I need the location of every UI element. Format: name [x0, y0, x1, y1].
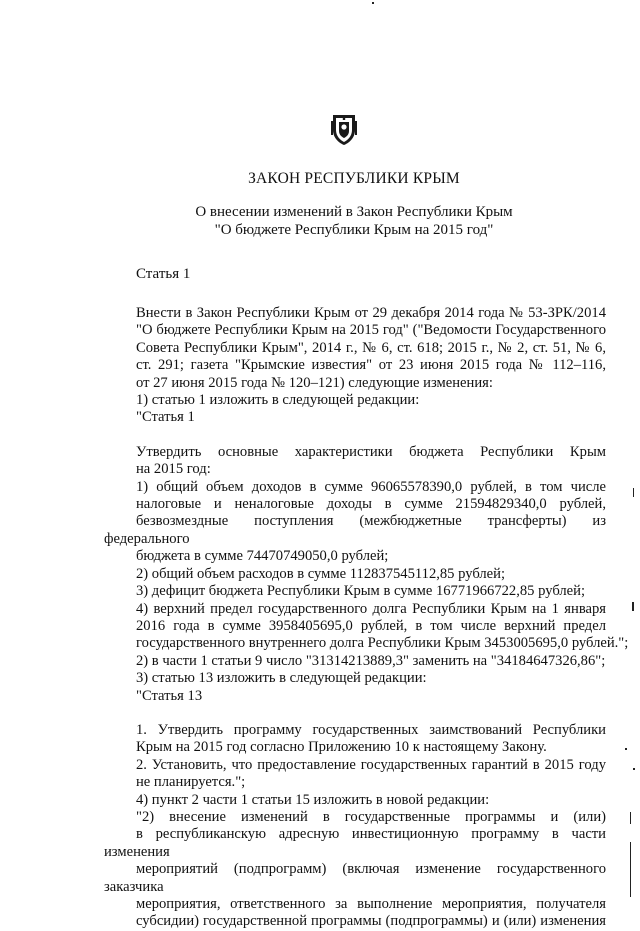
subitem-2-expenses: 2) общий объем расходов в сумме 112837545112,85 рублей; — [136, 565, 506, 582]
text-line: налоговые и неналоговые доходы в сумме 21594829340,0 рублей, — [136, 496, 606, 513]
text-line: Крым на 2015 год согласно Приложению 10 к настоящему Закону. — [136, 739, 547, 756]
text-line: мероприятий (подпрограмм) (включая изменение государственного заказчика — [104, 861, 606, 895]
text-line: "2) внесение изменений в государственные программы и (или) — [136, 808, 606, 825]
text-line: безвозмездные поступления (межбюджетные трансферты) из федерального — [104, 513, 606, 547]
text-line: от 27 июня 2015 года № 120–121) следующие изменения: — [136, 374, 493, 391]
article-1-heading: Статья 1 — [136, 266, 191, 282]
text-line: 2. Установить, что предоставление государственных гарантий в 2015 году — [136, 756, 606, 773]
approve-paragraph — [104, 444, 606, 479]
law-subtitle — [0, 203, 640, 239]
text-line: "О бюджете Республики Крым на 2015 год" ("Ведомости Государственного — [136, 322, 606, 339]
document-body — [104, 305, 629, 931]
text-line: 2016 года в сумме 3958405695,0 рублей, в том числе верхний предел — [136, 617, 606, 634]
subitem-3-deficit: 3) дефицит бюджета Республики Крым в сумме 16771966722,85 рублей; — [136, 583, 586, 600]
scan-artifact — [633, 488, 634, 497]
scan-artifact — [630, 812, 631, 824]
subitem-1-income — [104, 479, 606, 566]
text-line: 1) общий объем доходов в сумме 96065578390,0 рублей, в том числе — [136, 478, 606, 495]
article-13-point-1 — [104, 722, 606, 757]
quoted-article-1-heading: "Статья 1 — [136, 409, 195, 426]
amendment-item-2: 2) в части 1 статьи 9 число "31314213889,3" заменить на "34184647326,86"; — [136, 652, 606, 669]
quoted-article-13-heading: "Статья 13 — [136, 687, 203, 704]
text-line: Внести в Закон Республики Крым от 29 декабря 2014 года № 53-ЗРК/2014 — [136, 305, 606, 321]
amendment-item-3: 3) статью 13 изложить в следующей редакции: — [136, 670, 427, 687]
scan-artifact — [625, 748, 627, 750]
subtitle-line: "О бюджете Республики Крым на 2015 год" — [214, 222, 494, 238]
intro-paragraph — [104, 305, 606, 392]
amendment-item-4-text — [104, 809, 606, 931]
text-line: в республиканскую адресную инвестиционную программу в части изменения — [104, 826, 606, 860]
scan-artifact — [632, 602, 634, 611]
text-line: не планируется."; — [136, 774, 246, 791]
text-line: мероприятия, ответственного за выполнение мероприятия, получателя — [136, 896, 606, 912]
text-line: 1. Утвердить программу государственных заимствований Республики — [136, 721, 606, 738]
text-line: на 2015 год: — [136, 461, 211, 478]
law-title: ЗАКОН РЕСПУБЛИКИ КРЫМ — [248, 170, 460, 187]
subtitle-line: О внесении изменений в Закон Республики Крым — [195, 204, 513, 220]
text-line: субсидии) государственной программы (подпрограммы) и (или) изменения — [136, 913, 606, 930]
amendment-item-1: 1) статью 1 изложить в следующей редакции: — [136, 392, 420, 409]
text-line: 4) верхний предел государственного долга Республики Крым на 1 января — [136, 600, 606, 617]
text-line: Совета Республики Крым", 2014 г., № 6, ст. 618; 2015 г., № 2, ст. 51, № 6, — [136, 339, 606, 356]
crimea-coat-of-arms-icon — [330, 112, 358, 146]
scan-artifact — [633, 768, 635, 770]
subitem-4-debt — [104, 600, 629, 653]
amendment-item-4: 4) пункт 2 части 1 статьи 15 изложить в новой редакции: — [136, 791, 490, 808]
text-line: бюджета в сумме 74470749050,0 рублей; — [136, 548, 389, 565]
text-line: Утвердить основные характеристики бюджета Республики Крым — [136, 443, 606, 460]
article-13-point-2 — [104, 757, 606, 792]
scan-artifact — [372, 2, 374, 4]
text-line: государственного внутреннего долга Республики Крым 3453005695,0 рублей."; — [136, 635, 629, 652]
scan-artifact — [630, 842, 631, 897]
text-line: ст. 291; газета "Крымские известия" от 23 июня 2015 года № 112–116, — [136, 357, 606, 374]
